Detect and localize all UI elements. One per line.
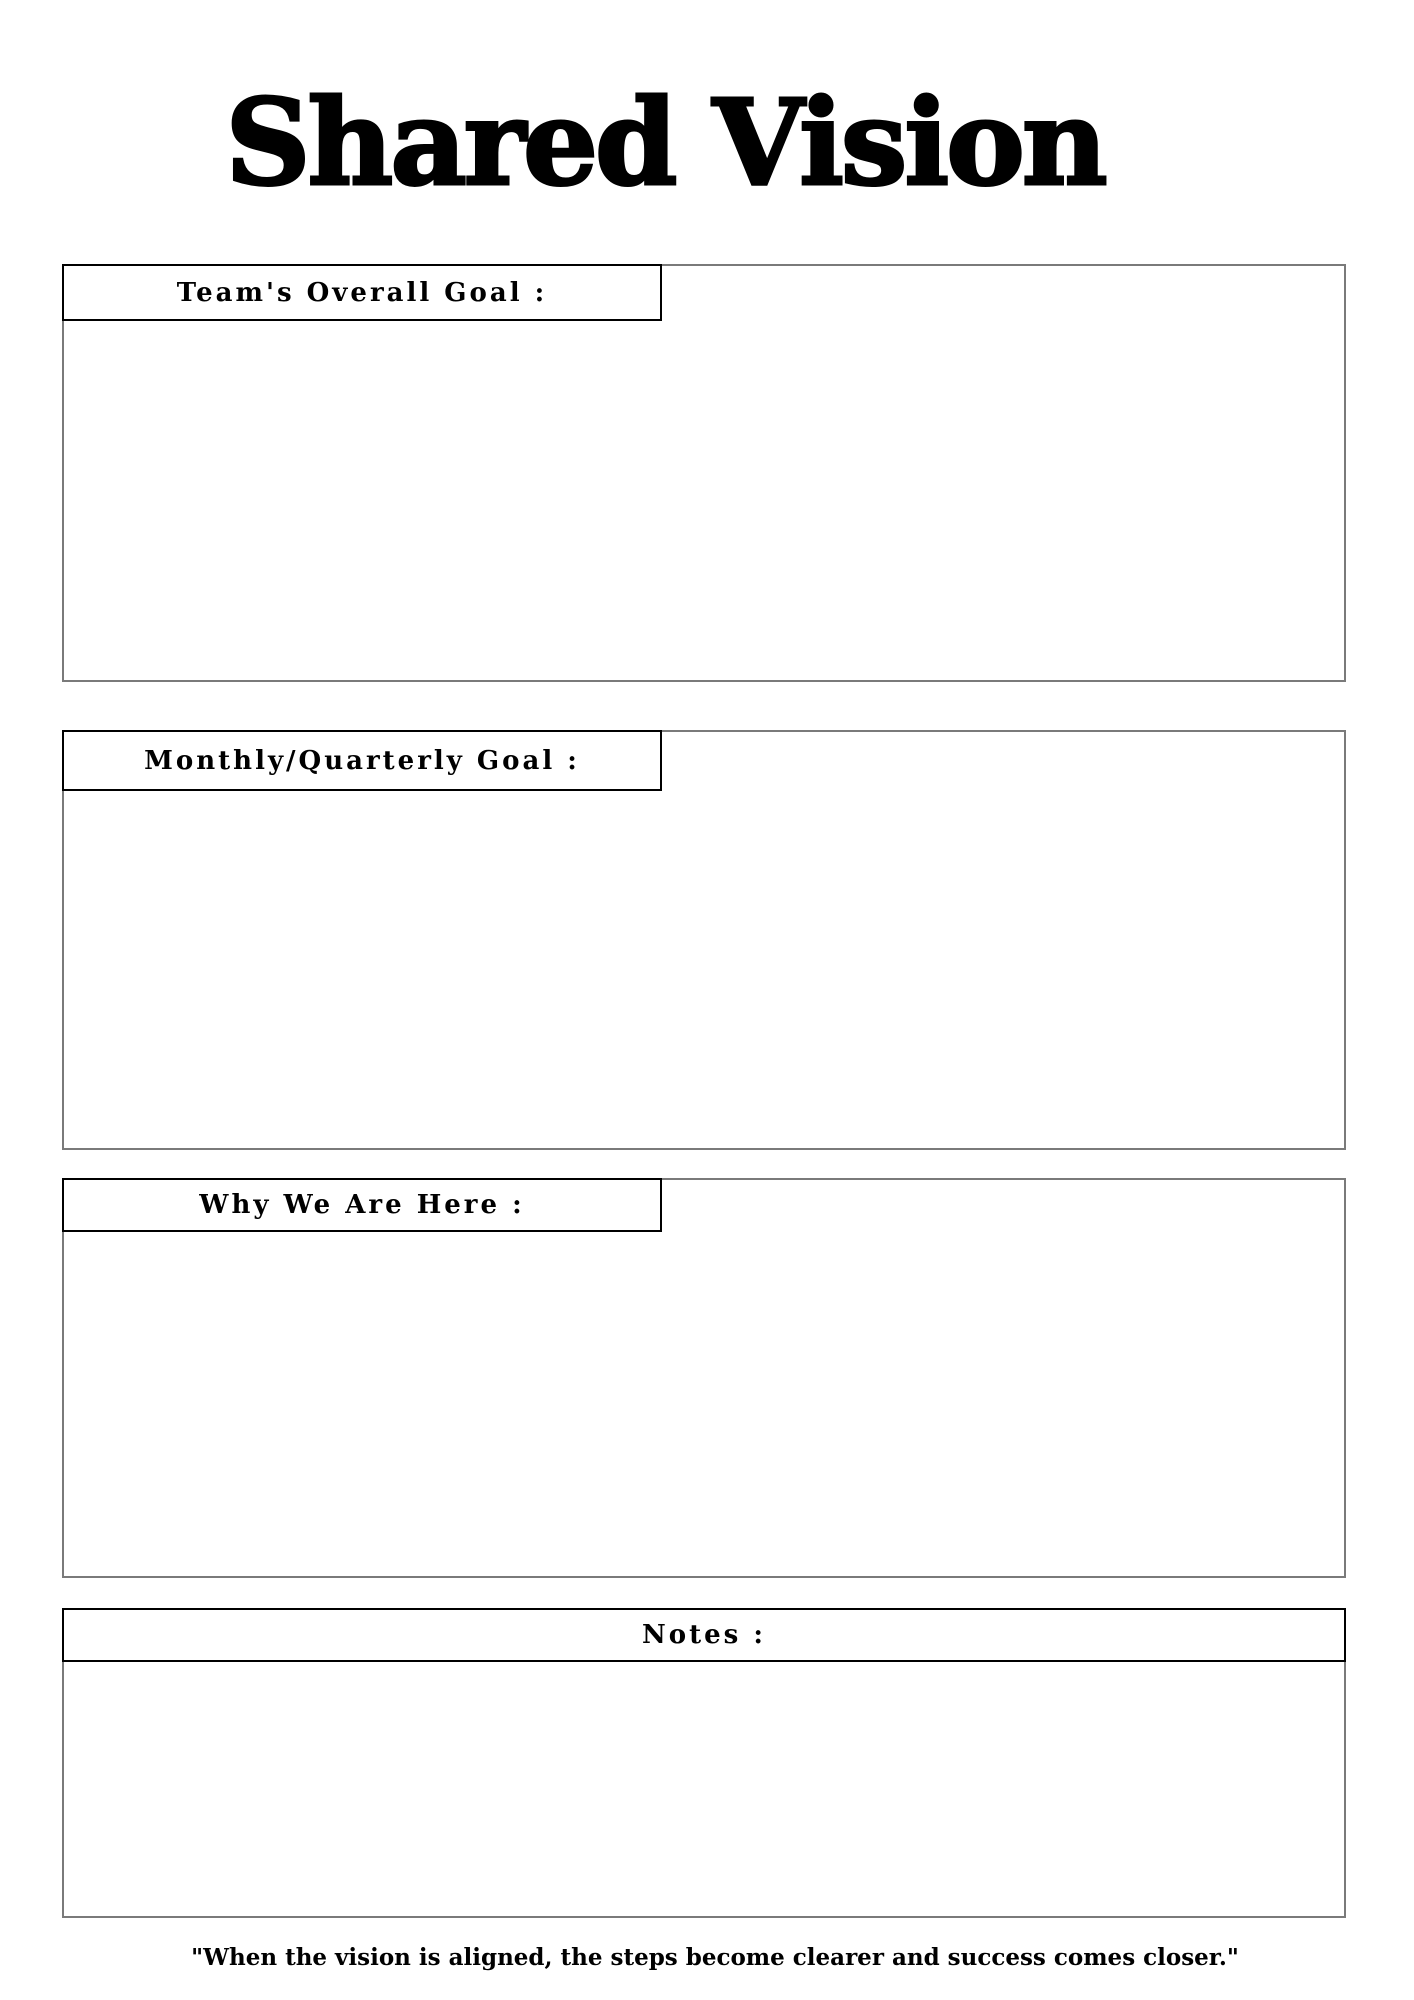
notes-label: Notes : [62,1608,1346,1662]
notes-writing-area[interactable] [64,1662,1344,1916]
notes-section [62,1608,1346,1918]
why-we-are-here-writing-area[interactable] [64,1232,1344,1576]
page-title: Shared Vision [225,73,1105,212]
monthly-quarterly-goal-section [62,730,1346,1150]
footer-quote: "When the vision is aligned, the steps become clearer and success comes closer." [191,1944,1239,1971]
monthly-quarterly-goal-label: Monthly/Quarterly Goal : [62,730,662,791]
team-overall-goal-label: Team's Overall Goal : [62,264,662,321]
team-overall-goal-writing-area[interactable] [64,321,1344,680]
why-we-are-here-section [62,1178,1346,1578]
team-overall-goal-section [62,264,1346,682]
why-we-are-here-label: Why We Are Here : [62,1178,662,1232]
monthly-quarterly-goal-writing-area[interactable] [64,791,1344,1148]
